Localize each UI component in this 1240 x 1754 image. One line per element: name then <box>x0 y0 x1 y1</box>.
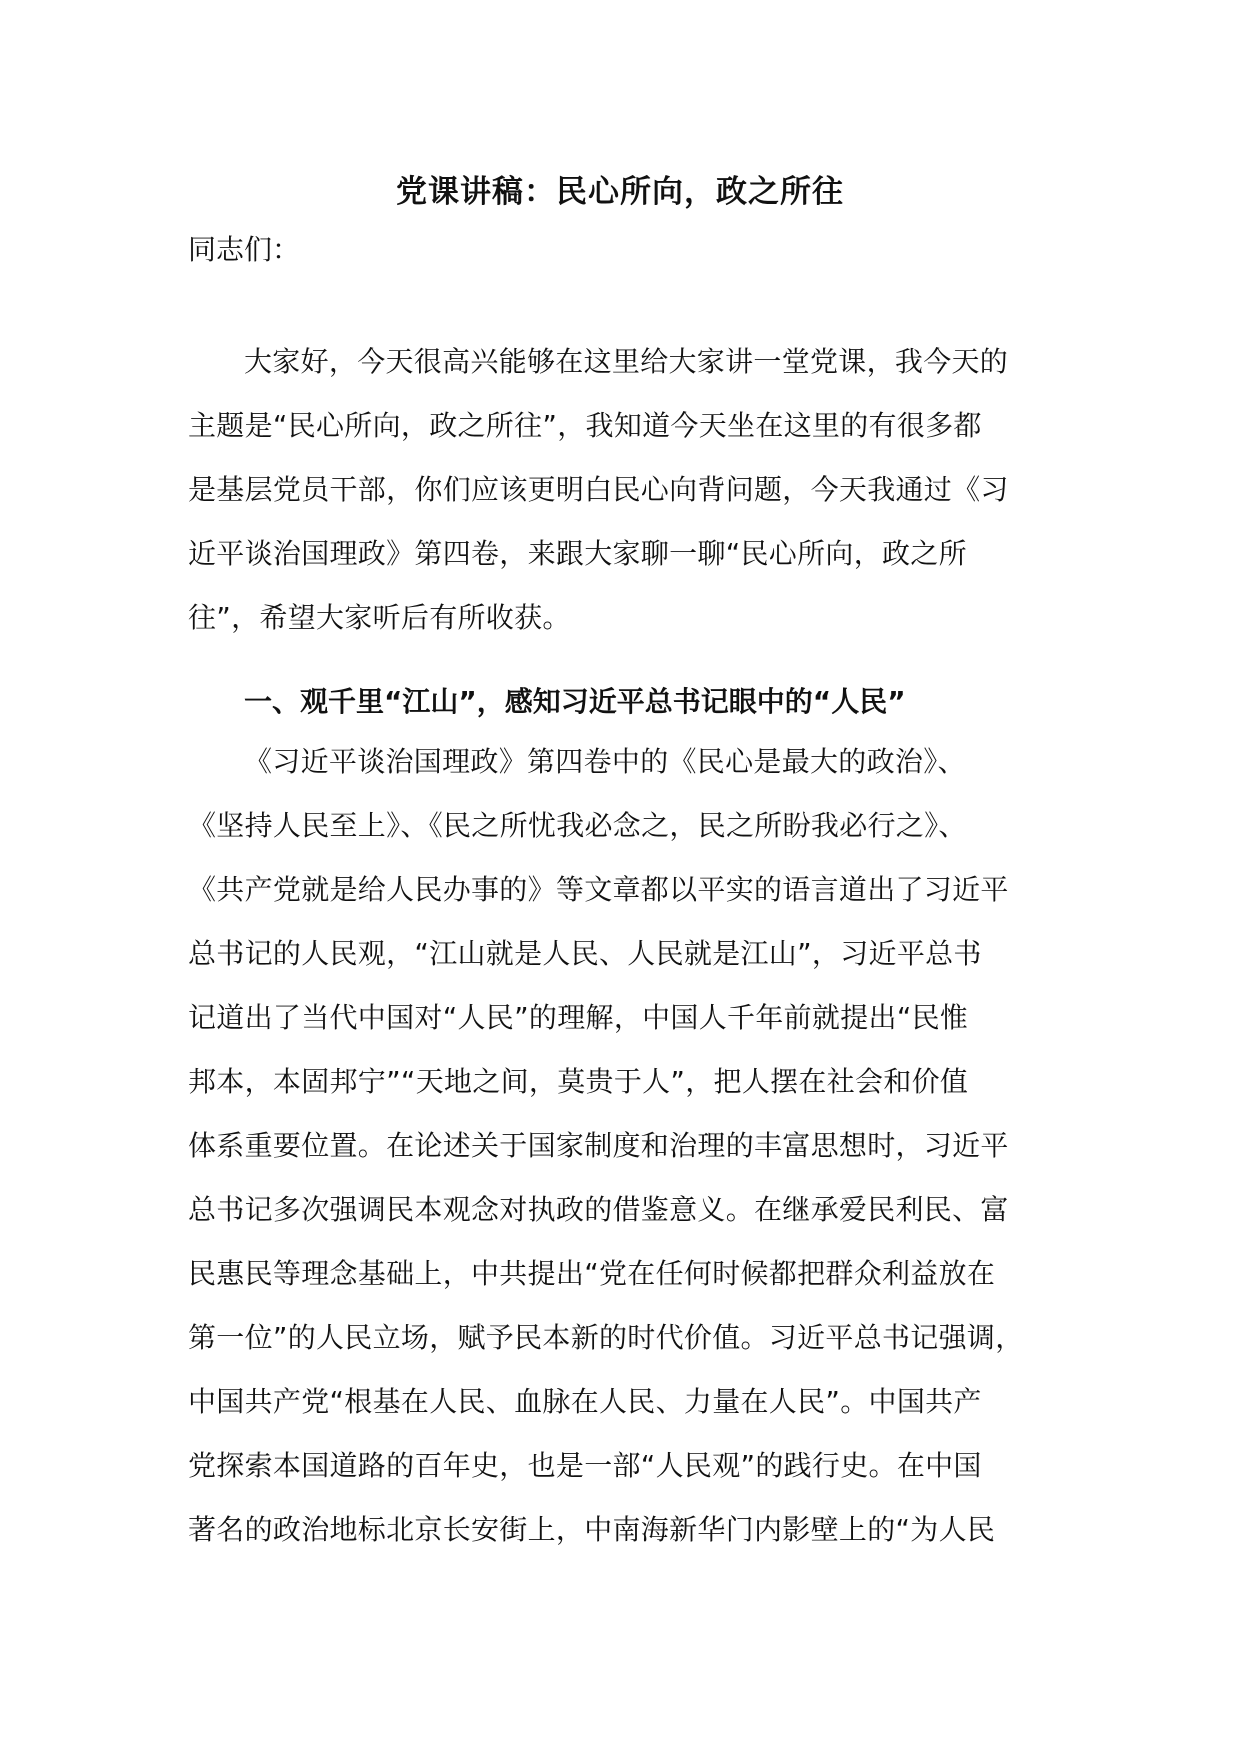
section-paragraph <box>188 742 1068 1574</box>
paragraph-line: 主题是“民心所向，政之所往”，我知道今天坐在这里的有很多都 <box>188 409 982 442</box>
section-heading: 一、观千里“江山”，感知习近平总书记眼中的“人民” <box>244 685 906 718</box>
paragraph-line: 体系重要位置。在论述关于国家制度和治理的丰富思想时，习近平 <box>188 1129 1009 1162</box>
paragraph-line: 《共产党就是给人民办事的》等文章都以平实的语言道出了习近平 <box>188 873 1009 906</box>
paragraph-line: 中国共产党“根基在人民、血脉在人民、力量在人民”。中国共产 <box>188 1385 982 1418</box>
paragraph-line: 往”，希望大家听后有所收获。 <box>188 601 571 634</box>
paragraph-line: 近平谈治国理政》第四卷，来跟大家聊一聊“民心所向，政之所 <box>188 537 967 570</box>
paragraph-line: 大家好，今天很高兴能够在这里给大家讲一堂党课，我今天的 <box>244 345 1009 378</box>
paragraph-line: 《习近平谈治国理政》第四卷中的《民心是最大的政治》、 <box>244 745 966 778</box>
document-title: 党课讲稿：民心所向，政之所往 <box>396 174 844 210</box>
paragraph-line: 总书记的人民观，“江山就是人民、人民就是江山”，习近平总书 <box>188 937 982 970</box>
paragraph-line: 是基层党员干部，你们应该更明白民心向背问题，今天我通过《习 <box>188 473 1009 506</box>
paragraph-line: 总书记多次强调民本观念对执政的借鉴意义。在继承爱民利民、富 <box>188 1193 1009 1226</box>
paragraph-line: 党探索本国道路的百年史，也是一部“人民观”的践行史。在中国 <box>188 1449 982 1482</box>
salutation: 同志们： <box>188 233 301 266</box>
paragraph-line: 著名的政治地标北京长安街上，中南海新华门内影壁上的“为人民 <box>188 1513 996 1546</box>
paragraph-line: 邦本，本固邦宁”“天地之间，莫贵于人”，把人摆在社会和价值 <box>188 1065 969 1098</box>
paragraph-line: 记道出了当代中国对“人民”的理解，中国人千年前就提出“民惟 <box>188 1001 969 1034</box>
intro-paragraph <box>188 342 1068 662</box>
paragraph-line: 《坚持人民至上》、《民之所忧我必念之，民之所盼我必行之》、 <box>188 809 967 842</box>
paragraph-line: 第一位”的人民立场，赋予民本新的时代价值。习近平总书记强调， <box>188 1321 1024 1354</box>
paragraph-line: 民惠民等理念基础上，中共提出“党在任何时候都把群众利益放在 <box>188 1257 996 1290</box>
